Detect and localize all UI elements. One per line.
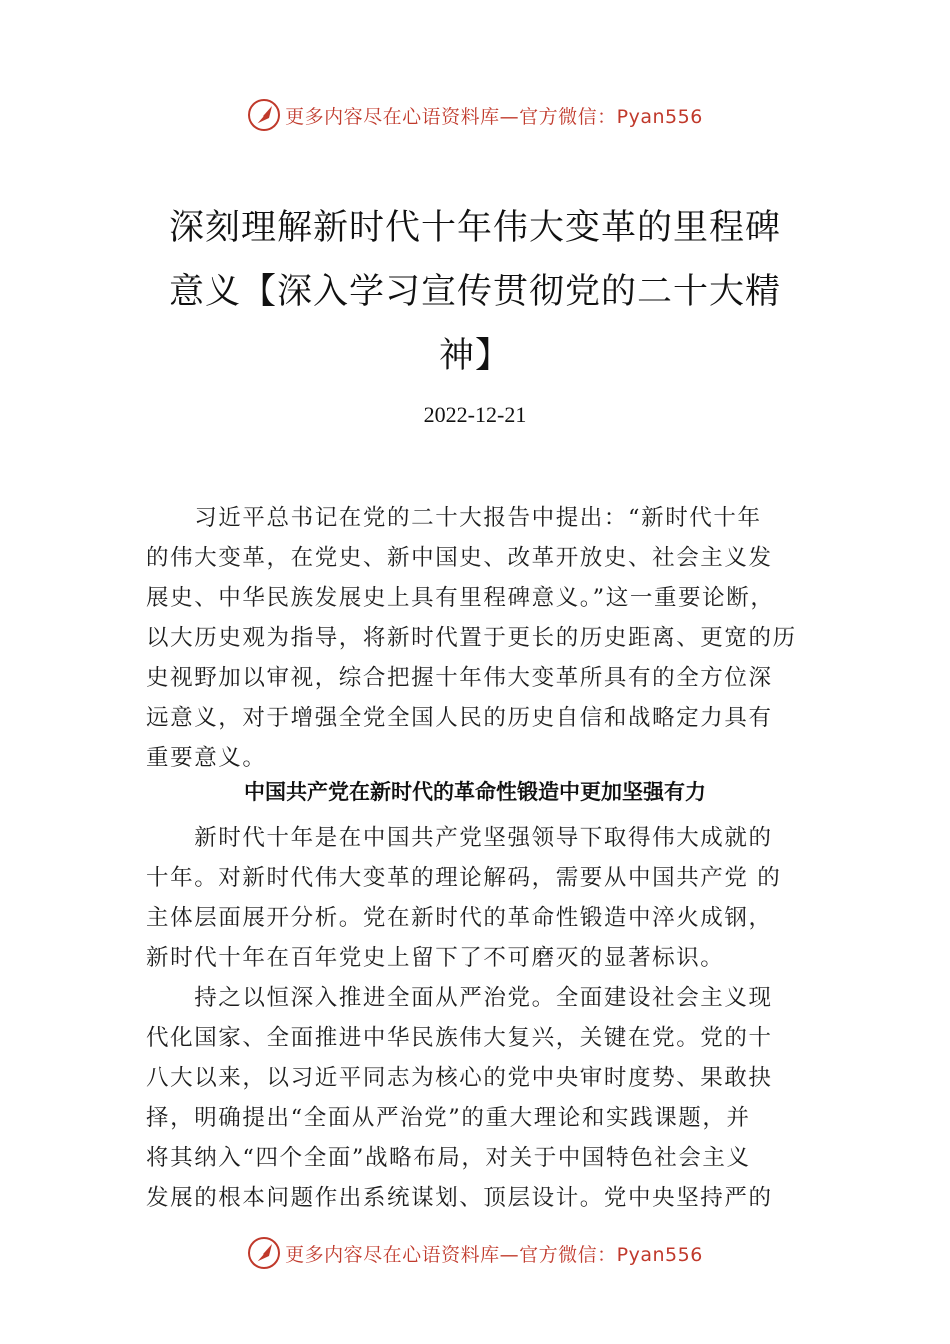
title-line: 神】 [438,336,511,376]
quill-logo-icon [247,98,281,132]
text-line: 将其纳入“四个全面”战略布局，对关于中国特色社会主义 [146,1145,751,1171]
text-line: 以大历史观为指导，将新时代置于更长的历史距离、更宽的历 [146,625,797,651]
title-line: 深刻理解新时代十年伟大变革的里程碑 [168,208,781,248]
text-line: 持之以恒深入推进全面从严治党。全面建设社会主义现 [146,985,773,1011]
footer-banner [0,1233,950,1273]
document-title [150,196,800,388]
text-line: 发展的根本问题作出系统谋划、顶层设计。党中央坚持严的 [146,1185,773,1211]
publish-date: 2022-12-21 [423,402,527,427]
header-banner [0,95,950,135]
text-line: 重要意义。 [146,745,267,771]
quill-logo-icon [247,1236,281,1270]
text-line: 远意义，对于增强全党全国人民的历史自信和战略定力具有 [146,705,773,731]
text-line: 择，明确提出“全面从严治党”的重大理论和实践课题，并 [146,1105,751,1131]
title-line: 意义【深入学习宣传贯彻党的二十大精 [168,272,781,312]
banner-text: 更多内容尽在心语资料库—官方微信：Pyan556 [285,1243,703,1266]
paragraph-section-intro [146,818,836,978]
text-line: 的伟大变革，在党史、新中国史、改革开放史、社会主义发 [146,545,773,571]
text-line: 习近平总书记在党的二十大报告中提出：“新时代十年 [146,505,762,531]
text-line: 新时代十年是在中国共产党坚强领导下取得伟大成就的 [146,825,773,851]
text-line: 代化国家、全面推进中华民族伟大复兴，关键在党。党的十 [146,1025,773,1051]
section-heading: 中国共产党在新时代的革命性锻造中更加坚强有力 [244,780,706,804]
text-line: 主体层面展开分析。党在新时代的革命性锻造中淬火成钢， [146,905,773,931]
paragraph-intro [146,498,836,778]
text-line: 新时代十年在百年党史上留下了不可磨灭的显著标识。 [146,945,725,971]
banner-text: 更多内容尽在心语资料库—官方微信：Pyan556 [285,105,703,128]
paragraph-party-governance [146,978,836,1218]
text-line: 八大以来，以习近平同志为核心的党中央审时度势、果敢抉 [146,1065,773,1091]
text-line: 史视野加以审视，综合把握十年伟大变革所具有的全方位深 [146,665,773,691]
text-line: 十年。对新时代伟大变革的理论解码，需要从中国共产党 的 [146,865,782,891]
text-line: 展史、中华民族发展史上具有里程碑意义。”这一重要论断， [146,585,775,611]
